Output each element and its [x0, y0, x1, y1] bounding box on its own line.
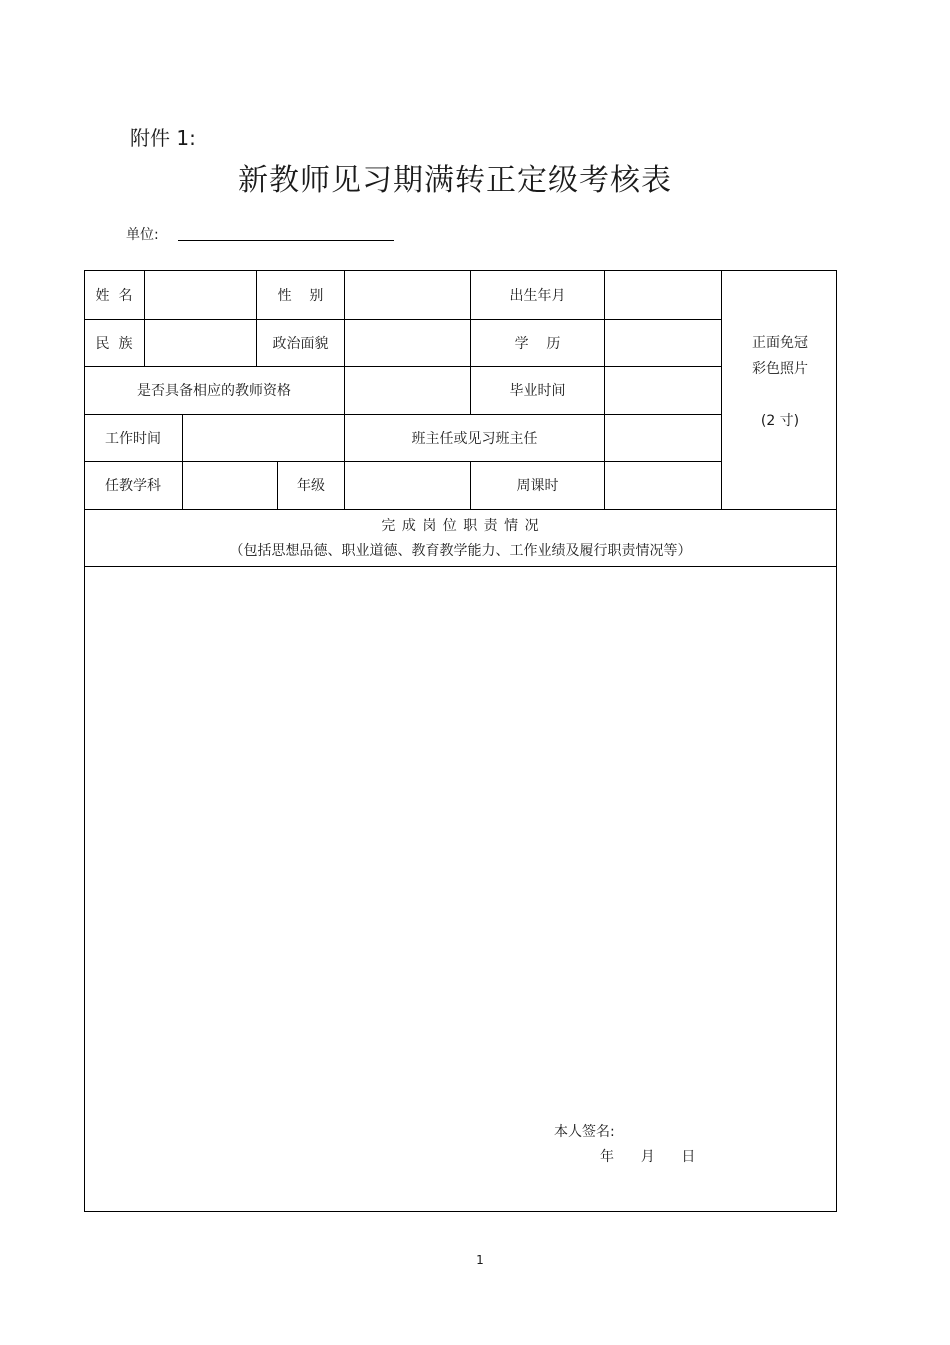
class-teacher-field[interactable] — [605, 414, 721, 461]
attachment-label: 附件 1: — [130, 126, 196, 150]
unit-label: 单位: — [126, 227, 159, 243]
grade-field[interactable] — [345, 461, 470, 509]
education-field[interactable] — [605, 319, 721, 366]
work-start-label: 工作时间 — [105, 430, 161, 447]
photo-caption-line2: 彩色照片 — [752, 361, 808, 377]
ethnicity-field[interactable] — [145, 319, 256, 366]
form-title: 新教师见习期满转正定级考核表 — [238, 163, 672, 198]
teacher-qualification-field[interactable] — [345, 366, 470, 414]
duty-section-subtitle: （包括思想品德、职业道德、教育教学能力、工作业绩及履行职责情况等） — [229, 543, 692, 559]
duty-section-title: 完 成 岗 位 职 责 情 况 — [381, 518, 540, 534]
unit-field[interactable] — [178, 240, 394, 241]
photo-size-note: (2 寸) — [760, 413, 800, 429]
class-teacher-label: 班主任或见习班主任 — [411, 430, 538, 447]
photo-caption-line1: 正面免冠 — [752, 335, 808, 351]
subject-label: 任教学科 — [105, 478, 161, 494]
ethnicity-label: 民 族 — [95, 335, 133, 352]
weekly-hours-field[interactable] — [605, 461, 721, 509]
birth-date-label: 出生年月 — [509, 287, 566, 304]
weekly-hours-label: 周课时 — [516, 478, 559, 494]
teacher-qualification-label: 是否具备相应的教师资格 — [137, 383, 291, 399]
gender-label: 性 别 — [277, 287, 324, 304]
graduation-date-field[interactable] — [605, 366, 721, 414]
duty-description-area[interactable] — [85, 567, 836, 1211]
work-start-field[interactable] — [183, 414, 344, 461]
gender-field[interactable] — [345, 270, 470, 319]
birth-date-field[interactable] — [605, 270, 721, 319]
signature-label: 本人签名: — [554, 1124, 615, 1140]
graduation-date-label: 毕业时间 — [509, 383, 566, 399]
photo-placeholder — [722, 330, 838, 434]
education-label: 学 历 — [514, 335, 561, 352]
row-divider — [84, 509, 837, 510]
page-number: 1 — [476, 1253, 484, 1267]
political-status-label: 政治面貌 — [272, 335, 329, 352]
name-field[interactable] — [145, 270, 256, 319]
subject-field[interactable] — [183, 461, 277, 509]
signature-date: 年 月 日 — [600, 1149, 696, 1165]
grade-label: 年级 — [297, 478, 325, 494]
name-label: 姓 名 — [95, 287, 133, 304]
political-status-field[interactable] — [345, 319, 470, 366]
